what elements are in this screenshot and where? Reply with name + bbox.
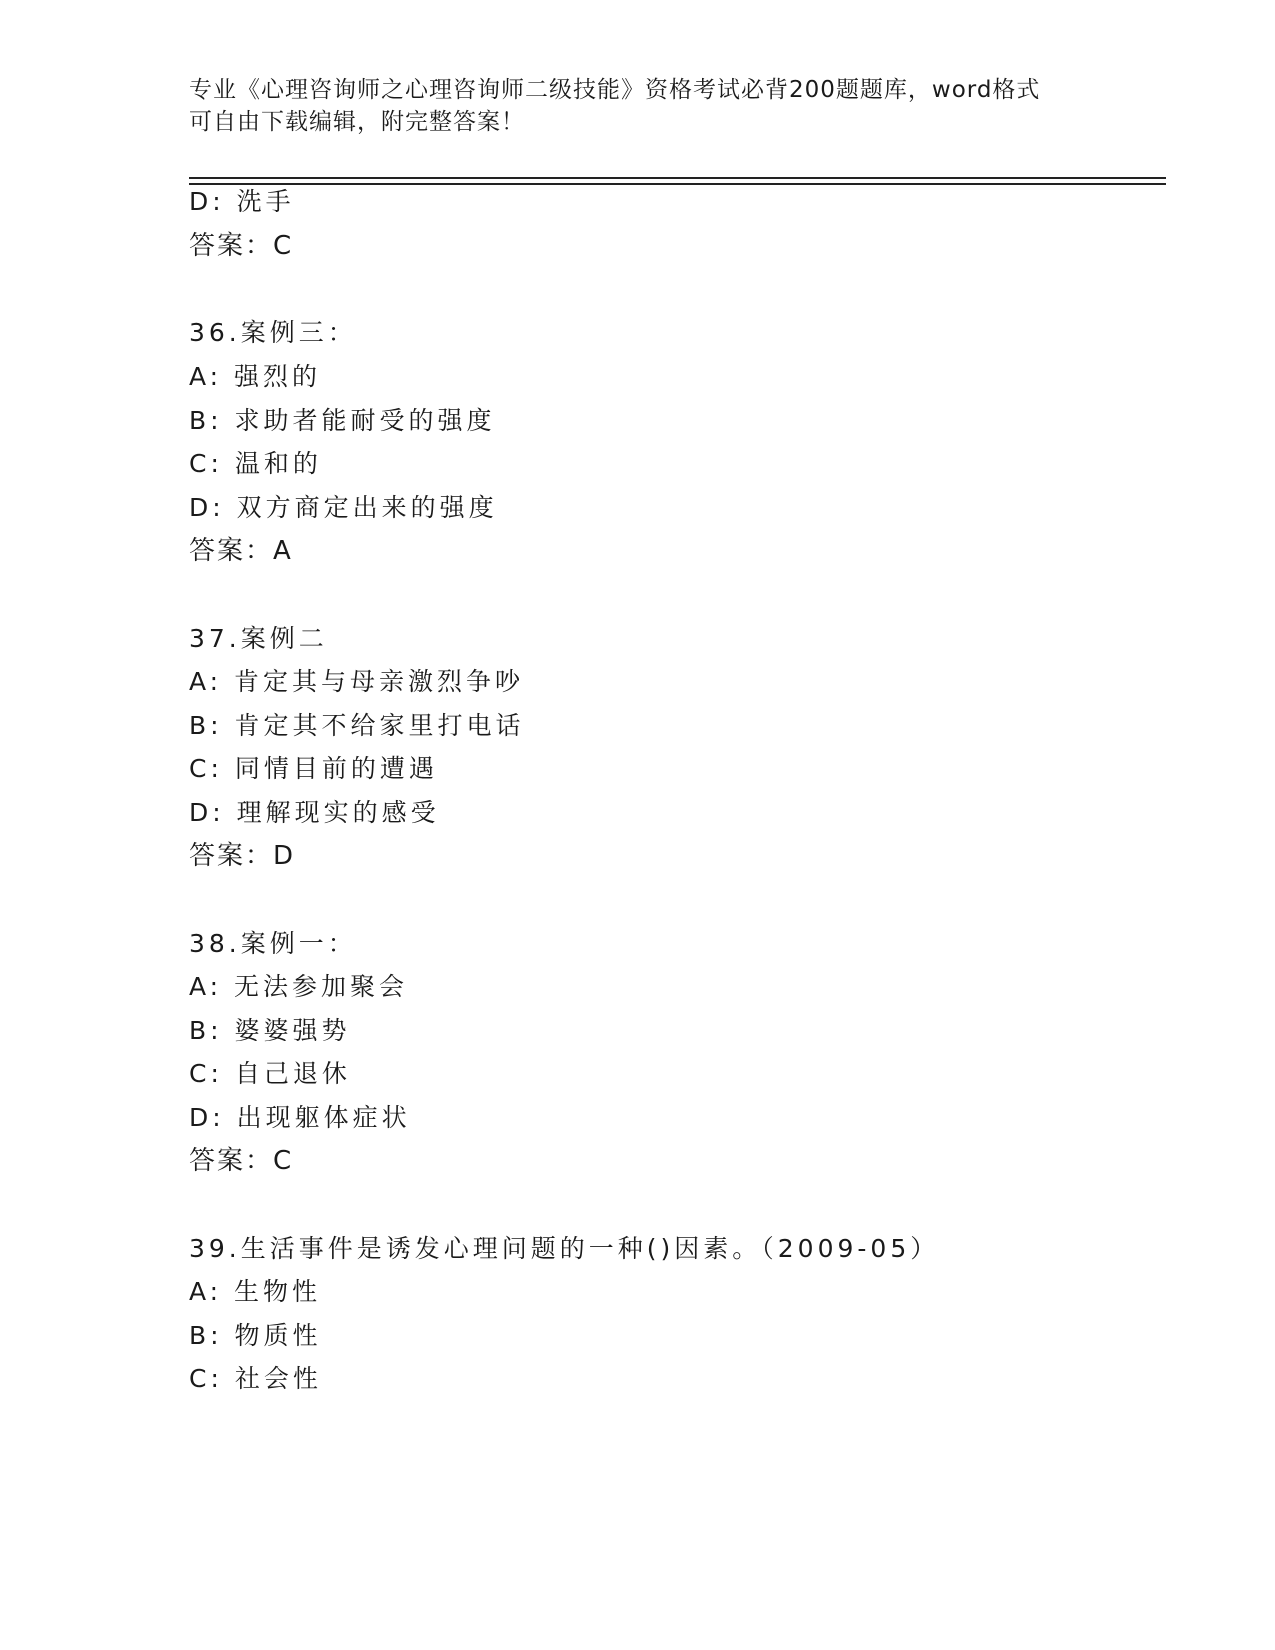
q39-option-b: B: 物质性 <box>189 1321 322 1350</box>
q37-option-b: B: 肯定其不给家里打电话 <box>189 711 525 740</box>
header-line-1: 专业《心理咨询师之心理咨询师二级技能》资格考试必背200题题库，word格式 <box>189 77 1041 103</box>
q36-option-d: D: 双方商定出来的强度 <box>189 493 498 522</box>
q38-option-d: D: 出现躯体症状 <box>189 1103 411 1132</box>
prev-option-d: D: 洗手 <box>189 187 295 216</box>
q37-title: 37.案例二 <box>189 624 328 653</box>
q38-option-c: C: 自己退休 <box>189 1059 351 1088</box>
q39-option-a: A: 生物性 <box>189 1277 322 1306</box>
q39-title: 39.生活事件是诱发心理问题的一种()因素。（2009-05） <box>189 1234 940 1263</box>
q36-option-a: A: 强烈的 <box>189 362 322 391</box>
q38-title: 38.案例一： <box>189 929 357 958</box>
prev-answer: 答案：C <box>189 231 294 261</box>
q36-option-b: B: 求助者能耐受的强度 <box>189 406 496 435</box>
q38-answer: 答案：C <box>189 1146 294 1176</box>
q38-option-b: B: 婆婆强势 <box>189 1016 351 1045</box>
document-header <box>189 74 1089 138</box>
q37-option-d: D: 理解现实的感受 <box>189 798 440 827</box>
q36-title: 36.案例三： <box>189 318 357 347</box>
q36-answer: 答案：A <box>189 536 293 566</box>
q36-option-c: C: 温和的 <box>189 449 322 478</box>
header-line-2: 可自由下载编辑，附完整答案！ <box>189 109 525 135</box>
q39-option-c: C: 社会性 <box>189 1364 322 1393</box>
q37-option-c: C: 同情目前的遭遇 <box>189 754 438 783</box>
q37-option-a: A: 肯定其与母亲激烈争吵 <box>189 667 525 696</box>
q37-answer: 答案：D <box>189 841 296 871</box>
header-divider-top <box>189 177 1166 179</box>
header-divider-bottom <box>189 183 1166 185</box>
q38-option-a: A: 无法参加聚会 <box>189 972 409 1001</box>
